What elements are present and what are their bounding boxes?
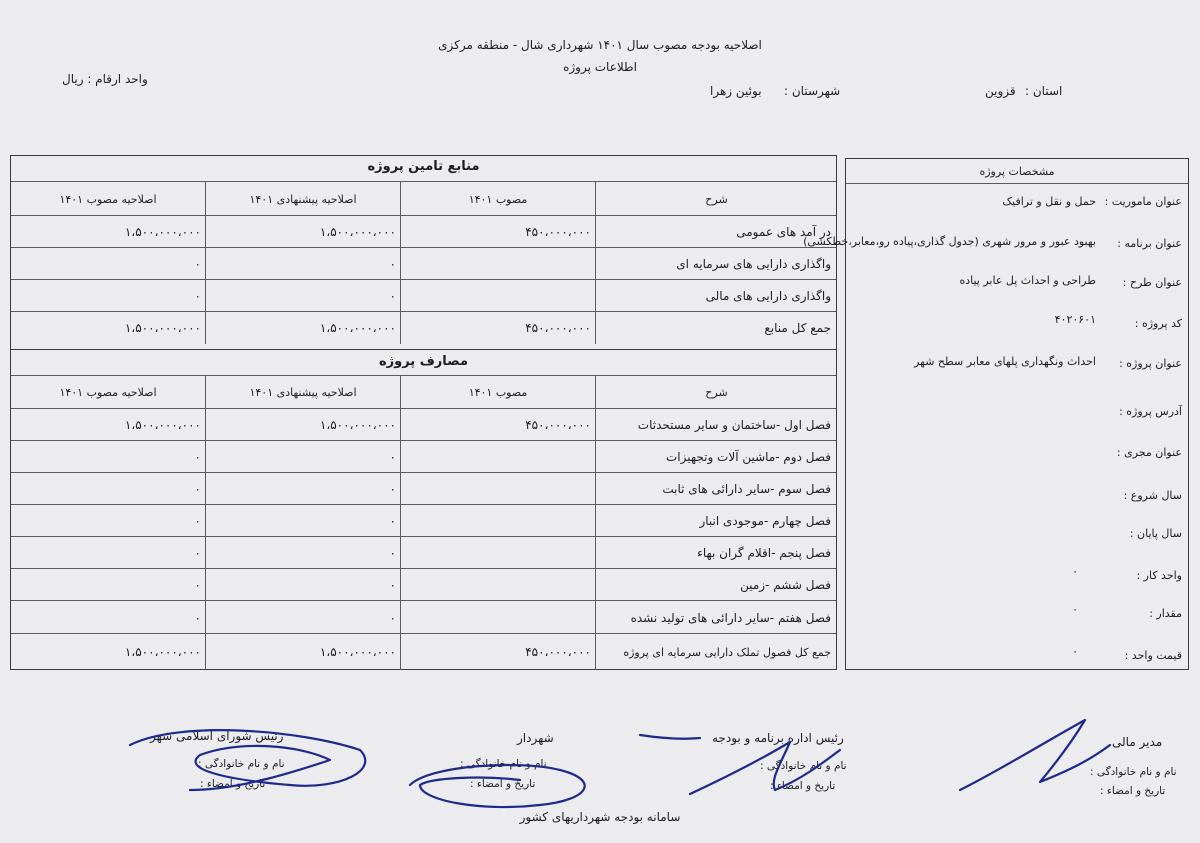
row-label: فصل سوم -سایر دارائی های ثابت [595, 473, 837, 505]
signature-name-line: نام و نام خانوادگی : [198, 758, 285, 770]
row-label: واگذاری دارایی های سرمایه ای [595, 248, 837, 280]
row-label: فصل هفتم -سایر دارائی های تولید نشده [595, 601, 837, 634]
spec-label: قیمت واحد : [1124, 649, 1182, 662]
row-label: فصل اول -ساختمان و سایر مستحدثات [595, 409, 837, 441]
row-amended: ٠ [194, 578, 201, 592]
row-label: فصل دوم -ماشین آلات وتجهیزات [595, 441, 837, 473]
spec-value: ۴۰۲۰۶۰۱ [1054, 313, 1096, 326]
row-label: فصل چهارم -موجودی انبار [595, 505, 837, 537]
signature-title: رئیس شورای اسلامی شهر [150, 729, 284, 743]
row-proposed: ٠ [205, 505, 400, 537]
col-desc: شرح [595, 376, 837, 409]
row-approved: ۴۵۰،۰۰۰،۰۰۰ [400, 312, 595, 344]
row-amended: ٠ [194, 257, 201, 271]
col-proposed: اصلاحیه پیشنهادی ۱۴۰۱ [205, 376, 400, 409]
signature-date-line: تاریخ و امضاء : [1100, 785, 1166, 797]
row-label: جمع کل منابع [595, 312, 837, 344]
spec-value: ٠ [1072, 645, 1078, 658]
signature-name-line: نام و نام خانوادگی : [1090, 766, 1177, 778]
spec-label: عنوان ماموریت : [1104, 195, 1182, 208]
row-amended: ٠ [194, 514, 201, 528]
spec-value: ٠ [1072, 565, 1078, 578]
province-value: قزوین [985, 84, 1016, 98]
row-amended: ۱،۵۰۰،۰۰۰،۰۰۰ [124, 225, 201, 239]
spec-label: آدرس پروژه : [1119, 405, 1182, 418]
col-approved: مصوب ۱۴۰۱ [400, 376, 595, 409]
row-proposed: ٠ [205, 473, 400, 505]
spec-value: بهبود عبور و مرور شهری (جدول گذاری،پیاده رو،معابر،خطکشی) [803, 235, 1096, 248]
planning-signature-mark [690, 742, 840, 794]
row-proposed: ٠ [205, 441, 400, 473]
currency-label: واحد ارقام : ریال [62, 72, 148, 86]
document-subtitle: اطلاعات پروژه [563, 60, 637, 74]
spec-label: عنوان پروژه : [1119, 357, 1182, 370]
county-label: شهرستان : [784, 84, 841, 98]
row-approved: ۴۵۰،۰۰۰،۰۰۰ [400, 216, 595, 248]
spec-value: احداث ونگهداری پلهای معابر سطح شهر [914, 355, 1096, 368]
row-label: فصل ششم -زمین [595, 569, 837, 601]
row-proposed: ۱،۵۰۰،۰۰۰،۰۰۰ [205, 216, 400, 248]
row-proposed: ۱،۵۰۰،۰۰۰،۰۰۰ [205, 312, 400, 344]
spec-label: عنوان طرح : [1122, 276, 1182, 289]
col-amended: اصلاحیه مصوب ۱۴۰۱ [59, 386, 157, 399]
row-amended: ٠ [194, 482, 201, 496]
planning-underline-mark [640, 735, 700, 739]
sources-title: منابع تامین پروژه [367, 159, 480, 174]
col-proposed: اصلاحیه پیشنهادی ۱۴۰۱ [205, 182, 400, 216]
row-amended: ٠ [194, 450, 201, 464]
row-amended: ٠ [194, 546, 201, 560]
footer-system-name: سامانه بودجه شهرداریهای کشور [519, 810, 681, 824]
spec-label: عنوان برنامه : [1117, 237, 1182, 250]
row-proposed: ٠ [205, 601, 400, 634]
row-proposed: ٠ [205, 248, 400, 280]
row-approved: ۴۵۰،۰۰۰،۰۰۰ [400, 634, 595, 670]
row-amended: ۱،۵۰۰،۰۰۰،۰۰۰ [124, 321, 201, 335]
row-amended: ٠ [194, 289, 201, 303]
expenses-title: مصارف پروژه [378, 354, 469, 369]
row-proposed: ٠ [205, 280, 400, 312]
spec-label: کد پروژه : [1134, 317, 1182, 330]
row-proposed: ٠ [205, 537, 400, 569]
finance-signature-mark [960, 720, 1110, 790]
signature-title: رئیس اداره برنامه و بودجه [712, 731, 844, 745]
spec-label: واحد کار : [1136, 569, 1182, 582]
signature-title: شهردار [517, 731, 554, 745]
row-label: جمع کل فصول تملک دارایی سرمایه ای پروژه [595, 634, 837, 670]
row-proposed: ۱،۵۰۰،۰۰۰،۰۰۰ [205, 409, 400, 441]
row-proposed: ۱،۵۰۰،۰۰۰،۰۰۰ [205, 634, 400, 670]
row-approved: ۴۵۰،۰۰۰،۰۰۰ [400, 409, 595, 441]
specs-title: مشخصات پروژه [979, 165, 1055, 178]
col-amended: اصلاحیه مصوب ۱۴۰۱ [59, 192, 157, 206]
spec-label: سال شروع : [1123, 489, 1182, 502]
document-title: اصلاحیه بودجه مصوب سال ۱۴۰۱ شهرداری شال - منطقه مرکزی [438, 38, 762, 52]
signature-name-line: نام و نام خانوادگی : [460, 758, 547, 770]
signature-date-line: تاریخ و امضاء : [200, 778, 266, 790]
row-amended: ۱،۵۰۰،۰۰۰،۰۰۰ [124, 645, 201, 659]
spec-label: عنوان مجری : [1116, 446, 1182, 459]
signature-date-line: تاریخ و امضاء : [470, 778, 536, 790]
spec-value: ٠ [1072, 603, 1078, 616]
spec-value: طراحی و احداث پل عابر پیاده [959, 274, 1096, 287]
spec-value: حمل و نقل و ترافیک [1002, 195, 1096, 208]
signature-title: مدیر مالی [1112, 735, 1163, 749]
county-value: بوئین زهرا [710, 84, 762, 98]
row-label: فصل پنجم -اقلام گران بهاء [595, 537, 837, 569]
council-signature-mark [130, 730, 365, 790]
row-amended: ۱،۵۰۰،۰۰۰،۰۰۰ [124, 418, 201, 432]
col-approved: مصوب ۱۴۰۱ [400, 182, 595, 216]
spec-label: سال پایان : [1129, 527, 1182, 540]
spec-label: مقدار : [1149, 607, 1182, 620]
province-label: استان : [1025, 84, 1063, 98]
col-desc: شرح [595, 182, 837, 216]
signature-date-line: تاریخ و امضاء : [770, 780, 836, 792]
mayor-signature-mark [410, 765, 585, 807]
row-proposed: ٠ [205, 569, 400, 601]
signature-name-line: نام و نام خانوادگی : [760, 760, 847, 772]
row-label: واگذاری دارایی های مالی [595, 280, 837, 312]
row-amended: ٠ [194, 610, 201, 625]
row-label: در آمد های عمومی [595, 216, 837, 248]
